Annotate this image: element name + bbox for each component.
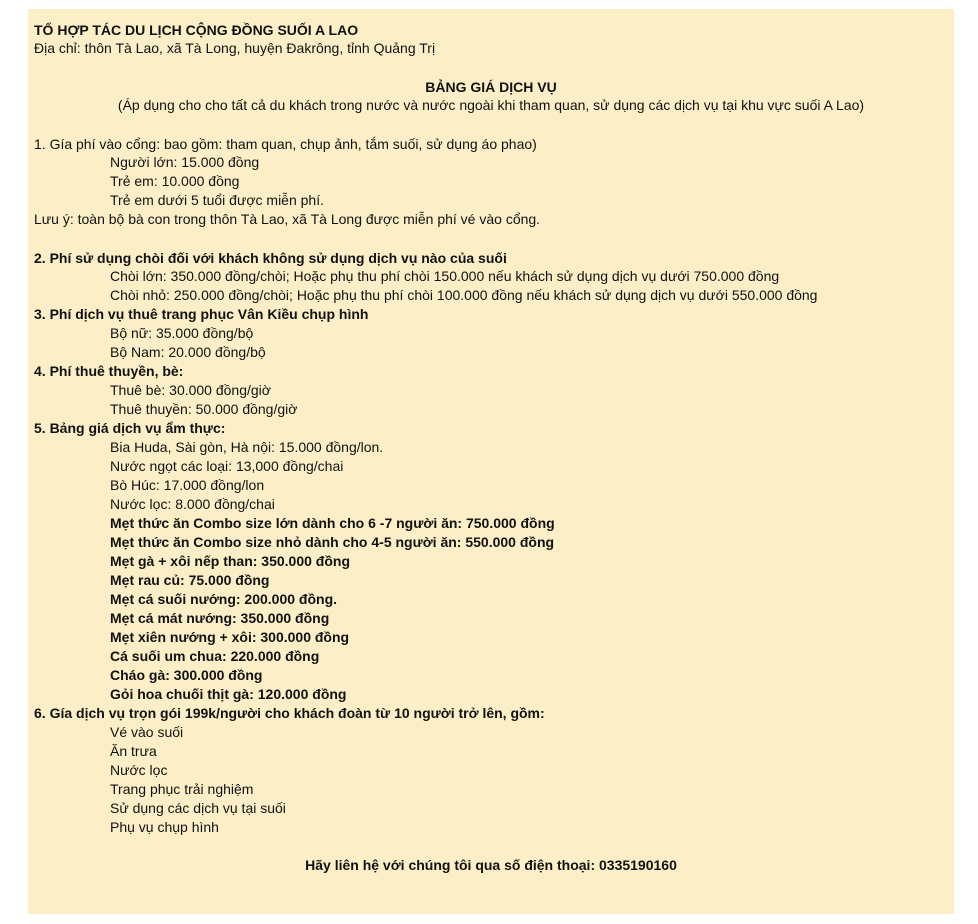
list-item: Người lớn: 15.000 đồng (110, 154, 260, 170)
org-name: TỔ HỢP TÁC DU LỊCH CỘNG ĐỒNG SUỐI A LAO (34, 22, 359, 38)
menu-item: Mẹt xiên nướng + xôi: 300.000 đồng (110, 629, 350, 645)
list-item: Ăn trưa (110, 743, 157, 759)
page-subtitle: (Áp dụng cho cho tất cả du khách trong nước và nước ngoài khi tham quan, sử dụng các dịch vụ tại khu vực suối A Lao) (117, 97, 865, 113)
list-item: Phụ vụ chụp hình (110, 819, 219, 835)
list-item: Nước ngọt các loại: 13,000 đồng/chai (110, 458, 344, 474)
price-list-sheet (28, 9, 954, 914)
list-item: Nước lọc: 8.000 đồng/chai (110, 496, 275, 512)
menu-item: Mẹt rau củ: 75.000 đồng (110, 572, 270, 588)
list-item: Sử dụng các dịch vụ tại suối (110, 800, 286, 816)
menu-item: Cá suối um chua: 220.000 đồng (110, 648, 320, 664)
org-address: Địa chỉ: thôn Tà Lao, xã Tà Long, huyện Đakrông, tỉnh Quảng Trị (34, 40, 436, 56)
list-item: Vé vào suối (110, 724, 184, 740)
page-title: BẢNG GIÁ DỊCH VỤ (425, 79, 557, 95)
menu-item: Mẹt thức ăn Combo size lớn dành cho 6 -7 người ăn: 750.000 đồng (110, 515, 555, 531)
list-item: Chòi lớn: 350.000 đồng/chòi; Hoặc phụ thu phí chòi 150.000 nếu khách sử dụng dịch vụ dưới 750.000 đồng (110, 268, 780, 284)
list-item: Bộ nữ: 35.000 đồng/bộ (110, 325, 254, 341)
list-item: Bộ Nam: 20.000 đồng/bộ (110, 344, 266, 360)
section-1-heading: 1. Gía phí vào cổng: bao gồm: tham quan, chụp ảnh, tắm suối, sử dụng áo phao) (34, 136, 537, 152)
section-3-heading: 3. Phí dịch vụ thuê trang phục Vân Kiều chụp hình (34, 306, 369, 322)
menu-item: Mẹt cá mát nướng: 350.000 đồng (110, 610, 330, 626)
list-item: Trẻ em: 10.000 đồng (110, 173, 240, 189)
list-item: Chòi nhỏ: 250.000 đồng/chòi; Hoặc phụ thu phí chòi 100.000 đồng nếu khách sử dụng dịch vụ dưới 550.000 đồng (110, 287, 818, 303)
list-item: Thuê bè: 30.000 đồng/giờ (110, 382, 271, 398)
list-item: Bia Huda, Sài gòn, Hà nội: 15.000 đồng/lon. (110, 439, 384, 455)
contact-line: Hãy liên hệ với chúng tôi qua số điện thoại: 0335190160 (305, 857, 677, 873)
menu-item: Mẹt cá suối nướng: 200.000 đồng. (110, 591, 338, 607)
menu-item: Mẹt thức ăn Combo size nhỏ dành cho 4-5 người ăn: 550.000 đồng (110, 534, 555, 550)
section-5-heading: 5. Bảng giá dịch vụ ẩm thực: (34, 420, 226, 436)
menu-item: Mẹt gà + xôi nếp than: 350.000 đồng (110, 553, 350, 569)
list-item: Nước lọc (110, 762, 168, 778)
menu-item: Cháo gà: 300.000 đồng (110, 667, 263, 683)
list-item: Trang phục trải nghiệm (110, 781, 254, 797)
list-item: Bò Húc: 17.000 đồng/lon (110, 477, 265, 493)
menu-item: Gỏi hoa chuối thịt gà: 120.000 đồng (110, 686, 347, 702)
section-2-heading: 2. Phí sử dụng chòi đối với khách không sử dụng dịch vụ nào của suối (34, 250, 507, 266)
list-item: Trẻ em dưới 5 tuổi được miễn phí. (110, 192, 324, 208)
section-4-heading: 4. Phí thuê thuyền, bè: (34, 363, 184, 379)
list-item: Thuê thuyền: 50.000 đồng/giờ (110, 401, 298, 417)
section-6-heading: 6. Gía dịch vụ trọn gói 199k/người cho khách đoàn từ 10 người trở lên, gồm: (34, 705, 545, 721)
section-1-note: Lưu ý: toàn bộ bà con trong thôn Tà Lao, xã Tà Long được miễn phí vé vào cổng. (34, 211, 541, 227)
